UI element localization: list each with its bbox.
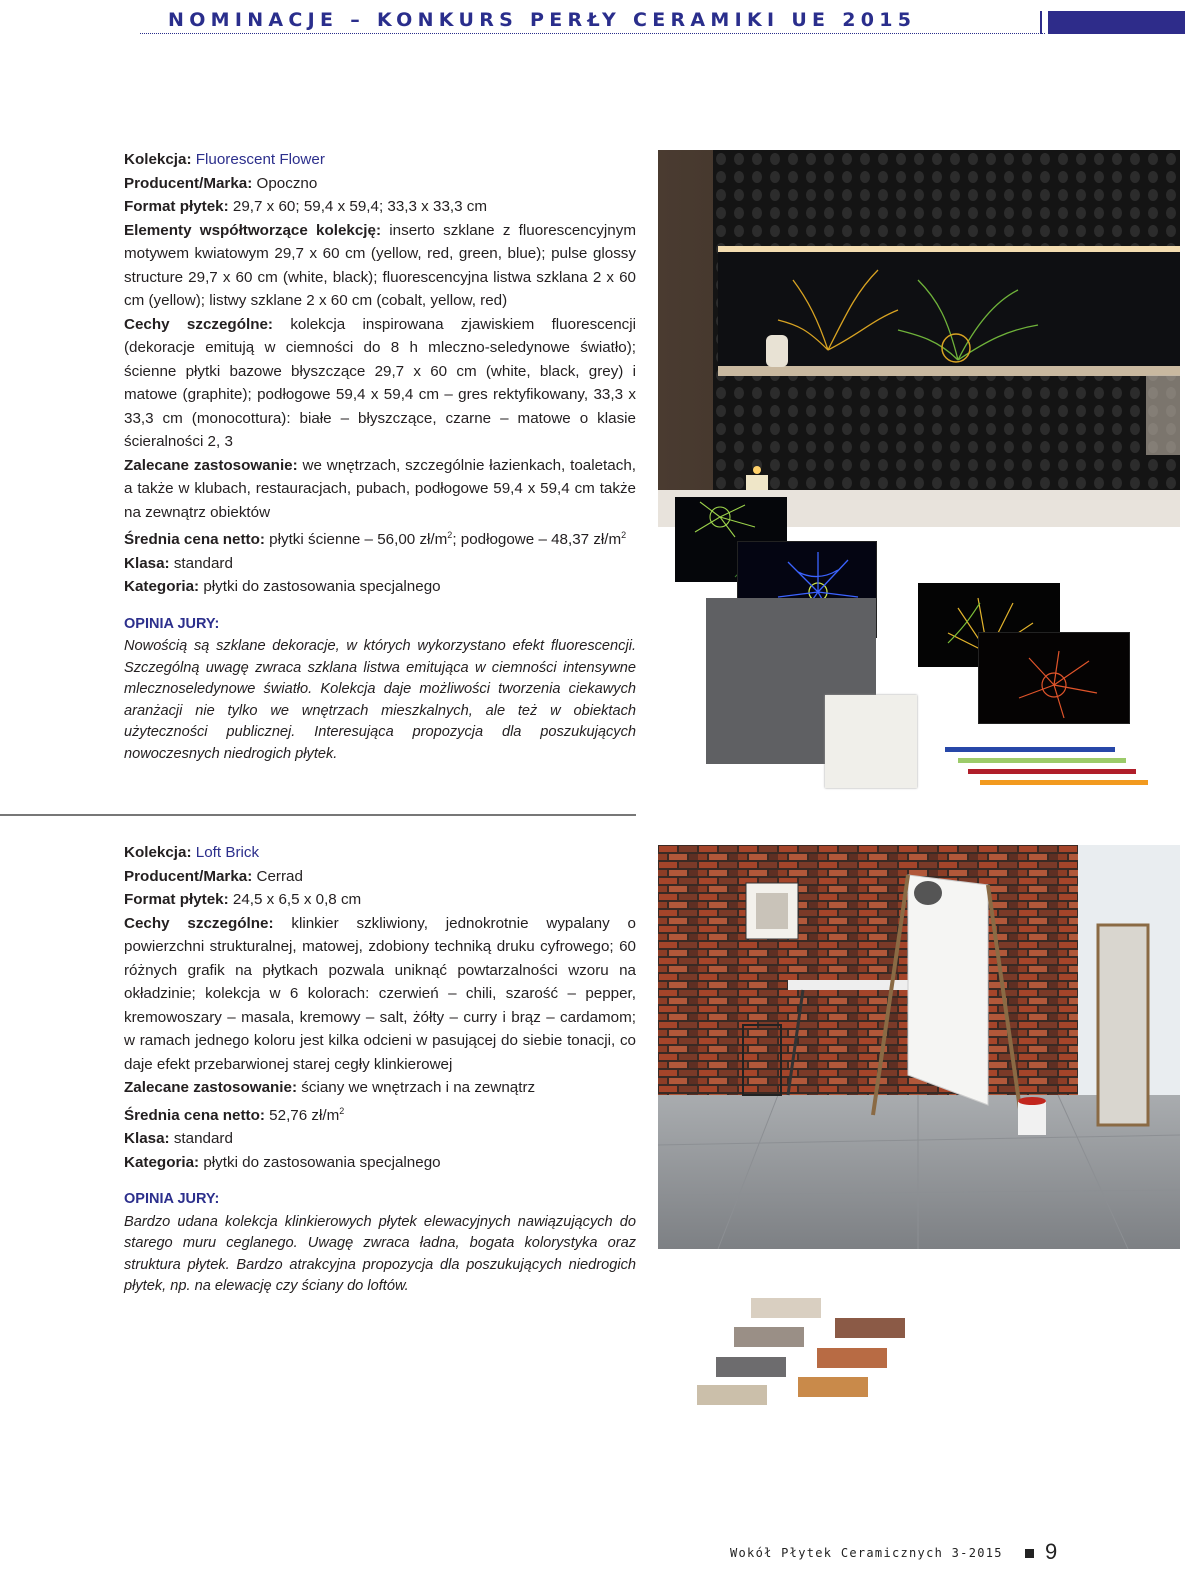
brick-sample-chili: [817, 1348, 887, 1368]
collection-name: Loft Brick: [195, 844, 260, 861]
fluorescent-decor-tile-red: [978, 632, 1130, 724]
glass-strip-green: [958, 758, 1126, 763]
category: płytki do zastosowania specjalnego: [203, 1153, 441, 1171]
usage-line: [124, 454, 636, 525]
collection-line: [124, 841, 636, 865]
field-label: Elementy współtworzące kolekcję:: [124, 221, 382, 239]
format: 29,7 x 60; 59,4 x 59,4; 33,3 x 33,3 cm: [232, 198, 488, 215]
field-label: Klasa:: [124, 1130, 170, 1148]
producer: Cerrad: [256, 867, 303, 885]
price-floor: ; podłogowe – 48,37 zł/m: [452, 531, 622, 549]
collection-name: Fluorescent Flower: [195, 151, 325, 168]
page-footer: [730, 1541, 1170, 1571]
header-color-bar: [1048, 11, 1185, 34]
entry-fluorescent-flower: [124, 148, 636, 766]
white-tile-sample: [825, 695, 917, 788]
superscript: 2: [621, 530, 627, 540]
brick-sample-cardamom: [835, 1318, 905, 1338]
field-label: Kolekcja:: [124, 844, 192, 861]
brick-sample-masala: [734, 1327, 804, 1347]
running-header: [140, 8, 1180, 38]
class: standard: [173, 1130, 233, 1148]
price-wall: płytki ścienne – 56,00 zł/m: [269, 531, 448, 549]
field-label: Format płytek:: [124, 891, 229, 908]
usage: ściany we wnętrzach i na zewnątrz: [301, 1079, 536, 1096]
price-line: [124, 1100, 636, 1128]
field-label: Średnia cena netto:: [124, 1106, 265, 1124]
jury-heading: OPINIA JURY:: [124, 1191, 220, 1208]
category-line: [124, 1151, 636, 1175]
collection-line: [124, 148, 636, 172]
features: kolekcja inspirowana zjawiskiem fluorescencji (dekoracje emitują w ciemności do 8 h mleczno-seledynowe światło); ścienne płytki bazowe błyszczące 29,7 x 60 cm (white, black, grey) i matowe (graphite); podłogowe 59,4 x 59,4 cm – gres rektyfikowany, 33,3 x 33,3 cm (monocottura): białe – błyszczące, czarne – matowe o klasie ścieralności 2, 3: [124, 315, 636, 450]
jury-heading: OPINIA JURY:: [124, 615, 220, 632]
header-divider: [1040, 11, 1042, 34]
price: 52,76 zł/m: [269, 1106, 340, 1124]
section-title: NOMINACJE – KONKURS PERŁY CERAMIKI UE 2015: [168, 9, 917, 31]
elements: inserto szklane z fluorescencyjnym motywem kwiatowym 29,7 x 60 cm (yellow, red, green, blue); pulse glossy structure 29,7 x 60 cm (white, black); fluorescencyjna listwa szklana 2 x 60 cm (yellow); listwy szklane 2 x 60 cm (cobalt, yellow, red): [124, 221, 636, 309]
field-label: Cechy szczególne:: [124, 315, 273, 333]
usage: we wnętrzach, szczególnie łazienkach, toaletach, a także w klubach, restauracjach, pubach, podłogowe 59,4 x 59,4 cm także na zewnątrz obiektów: [124, 456, 636, 521]
field-label: Klasa:: [124, 554, 170, 572]
brick-sample-salt: [751, 1298, 821, 1318]
field-label: Zalecane zastosowanie:: [124, 456, 298, 474]
footer-square-icon: [1025, 1549, 1034, 1558]
class-line: [124, 1127, 636, 1151]
format-line: [124, 888, 636, 912]
entry-loft-brick: [124, 841, 636, 1298]
jury-opinion: Bardzo udana kolekcja klinkierowych płytek elewacyjnych nawiązujących do starego muru ceglanego. Uwagę zwraca ładna, bogata kolorystyka oraz struktura płytek. Bardzo atrakcyjna propozycja dla poszukujących niedrogich płytek, np. na elewację czy ściany do loftów.: [124, 1213, 636, 1295]
brick-sample-pepper: [716, 1357, 786, 1377]
usage-line: [124, 1076, 636, 1100]
fluorescent-flower-interior-photo: [658, 150, 1180, 527]
brick-sample-light: [697, 1385, 767, 1405]
features: klinkier szkliwiony, jednokrotnie wypalany o powierzchni strukturalnej, matowej, zdobiony techniką druku cyfrowego; 60 różnych grafik na płytkach pozwala uniknąć powtarzalności wzoru na okładzinie; kolekcja w 6 kolorach: czerwień – chili, szarość – pepper, kremowoszary – masala, kremowy – salt, żółty – curry i brąz – cardamom; w ramach jednego koloru jest kilka odcieni w pasującej do siebie tonacji, co daje efekt przebarwionej starej cegły klinkierowej: [124, 914, 636, 1073]
section-divider: [0, 814, 636, 816]
field-label: Kolekcja:: [124, 151, 192, 168]
loft-brick-interior-photo: [658, 845, 1180, 1249]
glass-strip-red: [968, 769, 1136, 774]
glass-strip-cobalt: [945, 747, 1115, 752]
jury-opinion: Nowością są szklane dekoracje, w których wykorzystano efekt fluorescencji. Szczególną uwagę zwraca szklana listwa emitująca w ciemności intensywne mlecznoseledynowe światło. Kolekcja daje możliwości tworzenia ciekawych aranżacji nie tylko we wnętrzach mieszkalnych, ale też w obiektach użyteczności publicznej. Interesująca propozycja dla poszukujących nowoczesnych niedrogich płytek.: [124, 638, 636, 763]
features-line: [124, 912, 636, 1077]
elements-line: [124, 219, 636, 313]
superscript: 2: [339, 1105, 345, 1116]
field-label: Cechy szczególne:: [124, 914, 274, 932]
price-line: [124, 524, 636, 552]
field-label: Kategoria:: [124, 578, 200, 596]
producer: Opoczno: [256, 174, 318, 192]
producer-line: [124, 172, 636, 196]
format: 24,5 x 6,5 x 0,8 cm: [232, 891, 362, 908]
field-label: Zalecane zastosowanie:: [124, 1079, 298, 1096]
format-line: [124, 195, 636, 219]
field-label: Średnia cena netto:: [124, 531, 265, 549]
publication-name: Wokół Płytek Ceramicznych 3-2015: [730, 1546, 1003, 1560]
features-line: [124, 313, 636, 454]
page-number: 9: [1045, 1539, 1058, 1564]
field-label: Kategoria:: [124, 1153, 200, 1171]
field-label: Producent/Marka:: [124, 174, 253, 192]
class-line: [124, 552, 636, 576]
class: standard: [173, 554, 233, 572]
glass-strip-yellow: [980, 780, 1148, 785]
category: płytki do zastosowania specjalnego: [203, 578, 441, 596]
brick-sample-curry: [798, 1377, 868, 1397]
category-line: [124, 575, 636, 599]
field-label: Producent/Marka:: [124, 867, 253, 885]
field-label: Format płytek:: [124, 198, 229, 215]
header-dotted-rule: [140, 33, 1045, 34]
superscript: 2: [447, 530, 453, 540]
producer-line: [124, 865, 636, 889]
